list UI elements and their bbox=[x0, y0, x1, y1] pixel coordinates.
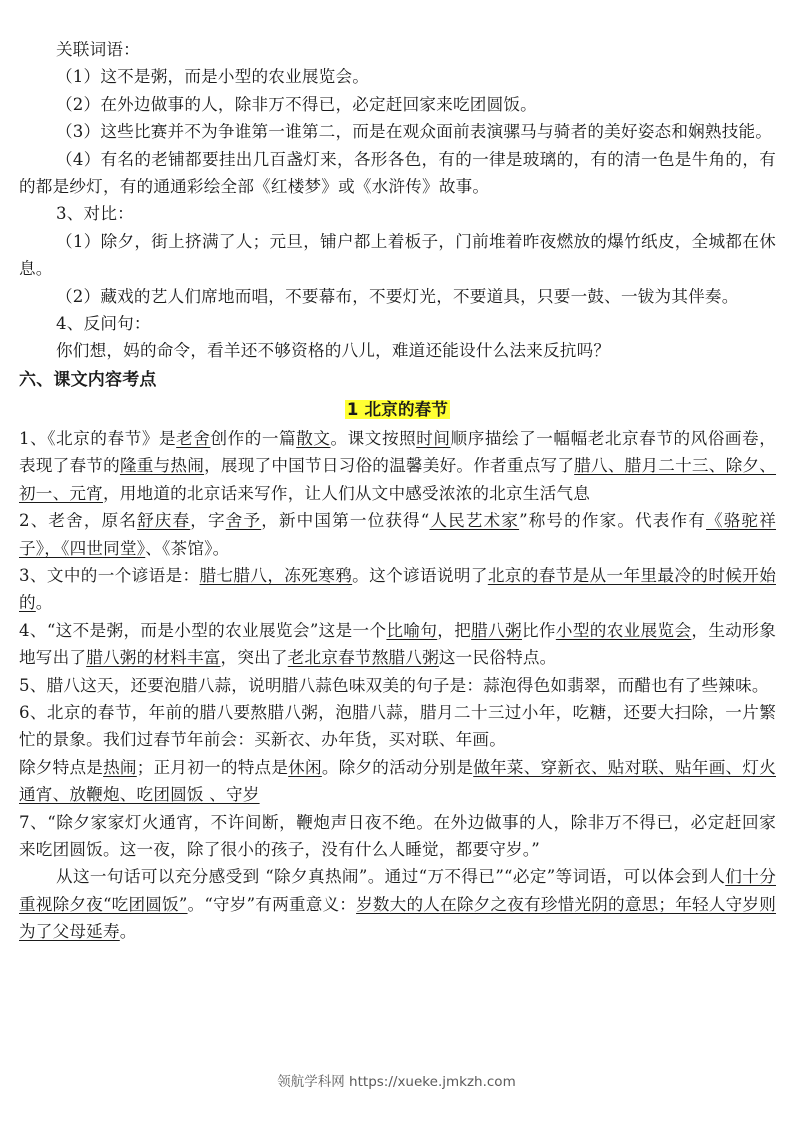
answer: 们十分重视除夕夜“吃团圆饭” bbox=[19, 867, 776, 914]
answer: 腊八、腊月二十三、除夕、初一、元宵 bbox=[19, 456, 777, 503]
text: 3、文中的一个谚语是： bbox=[19, 565, 200, 585]
connective-example-2: （2）在外边做事的人，除非万不得已，必定赶回家来吃团圆饭。 bbox=[56, 94, 537, 114]
answer: 舒庆春 bbox=[137, 511, 191, 531]
point-3 bbox=[19, 562, 776, 617]
answer: 比喻句 bbox=[386, 620, 438, 640]
text: 创作的一篇 bbox=[210, 428, 297, 448]
point-2 bbox=[19, 507, 776, 562]
text: 。“守岁”有两重意义： bbox=[187, 894, 357, 914]
text: 。课文按照 bbox=[330, 428, 417, 448]
rhetorical-label: 4、反问句： bbox=[56, 314, 151, 334]
text: ，把 bbox=[437, 620, 472, 640]
text: 。除夕的活动分别是 bbox=[321, 757, 474, 777]
text: ，展现了中国节日习俗的温馨美好。作者重点写了 bbox=[204, 456, 575, 476]
connective-example-3: （3）这些比赛并不为争谁第一谁第二，而是在观众面前表演骡马与骑者的美好姿态和娴熟技能。 bbox=[56, 122, 773, 142]
point-4 bbox=[19, 617, 776, 672]
answer: 隆重与热闹 bbox=[119, 456, 205, 476]
text: ，新中国第一位获得“ bbox=[261, 511, 430, 531]
text: ，生动形象地写出了 bbox=[19, 620, 776, 668]
rhetorical-example: 你们想，妈的命令，看羊还不够资格的八儿，难道还能设什么法来反抗吗？ bbox=[56, 341, 611, 361]
lesson-title: 1 北京的春节 bbox=[346, 399, 449, 419]
text: 。 bbox=[119, 922, 137, 942]
text: 这一民俗特点。 bbox=[438, 648, 557, 668]
answer: 时间 bbox=[416, 428, 451, 448]
text: ，用地道的北京话来写作，让人们从文中感受浓浓的北京生活气息 bbox=[102, 483, 590, 503]
answer: 热闹 bbox=[103, 757, 137, 777]
contrast-example-1: （1）除夕，街上挤满了人；元旦，铺户都上着板子，门前堆着昨夜燃放的爆竹纸皮，全城都在休息。 bbox=[19, 231, 776, 279]
answer: 腊七腊八，冻死寒鸦 bbox=[199, 565, 353, 585]
answer: 小型的农业展览会 bbox=[555, 620, 692, 640]
contrast-example-2: （2）藏戏的艺人们席地而唱，不要幕布，不要灯光，不要道具，只要一鼓、一钹为其伴奏。 bbox=[56, 286, 739, 306]
text: ；正月初一的特点是 bbox=[136, 757, 289, 777]
point-7-analysis bbox=[19, 863, 776, 945]
answer: 人民艺术家 bbox=[429, 511, 520, 531]
text: ”称号的作家。代表作有 bbox=[519, 511, 707, 531]
text: 比作 bbox=[521, 620, 556, 640]
answer: 腊八粥 bbox=[471, 620, 522, 640]
text: ，突出了 bbox=[220, 648, 288, 668]
text: 顺序描绘了一幅幅老北京春节的风俗画卷，表现了春节的 bbox=[19, 428, 777, 476]
answer: 《骆驼祥子》，《四世同堂》 bbox=[19, 511, 777, 558]
text: 从这一句话可以充分感受到 “除夕真热闹”。通过“万不得已”“必定”等词语，可以体会到人 bbox=[56, 867, 726, 887]
answer: 腊八粥的材料丰富 bbox=[86, 648, 221, 668]
answer: 做年菜、穿新衣、贴对联、贴年画、灯火通宵、放鞭炮、吃团圆饭 、守岁 bbox=[19, 757, 776, 805]
answer: 老舍 bbox=[176, 428, 211, 448]
connective-example-4: （4）有名的老铺都要挂出几百盏灯来，各形各色，有的一律是玻璃的，有的清一色是牛角的，有的都是纱灯，有的通通彩绘全部《红楼梦》或《水浒传》故事。 bbox=[19, 149, 776, 197]
text: ，字 bbox=[190, 511, 226, 531]
point-7-quote: 7、“除夕家家灯火通宵，不许间断，鞭炮声日夜不绝。在外边做事的人，除非万不得已，必定赶回家来吃团圆饭。这一夜，除了很小的孩子，没有什么人睡觉，都要守岁。” bbox=[19, 812, 776, 859]
answer: 岁数大的人在除夕之夜有珍惜光阴的意思；年轻人守岁则为了父母延寿 bbox=[19, 894, 777, 942]
section-title: 六、课文内容考点 bbox=[19, 369, 157, 390]
document-page bbox=[19, 36, 776, 946]
text: 1、《北京的春节》是 bbox=[19, 428, 177, 448]
lesson-title-row bbox=[19, 395, 776, 425]
connective-example-1: （1）这不是粥，而是小型的农业展览会。 bbox=[56, 67, 370, 87]
point-6-features bbox=[19, 754, 776, 809]
point-1 bbox=[19, 425, 776, 507]
answer: 舍予 bbox=[225, 511, 262, 531]
contrast-label: 3、对比： bbox=[56, 204, 134, 224]
answer: 休闲 bbox=[288, 757, 322, 777]
answer: 北京的春节是从一年里最冷的时候开始的 bbox=[19, 565, 776, 613]
text: 4、“这不是粥，而是小型的农业展览会”这是一个 bbox=[19, 620, 387, 640]
connectives-label: 关联词语： bbox=[56, 40, 140, 59]
text: 。这个谚语说明了 bbox=[352, 565, 488, 585]
text: 、《茶馆》。 bbox=[145, 538, 230, 558]
point-6: 6、北京的春节，年前的腊八要熬腊八粥，泡腊八蒜，腊月二十三过小年，吃糖，还要大扫除，一片繁忙的景象。我们过春节年前会：买新衣、办年货，买对联、年画。 bbox=[19, 702, 776, 750]
text: 除夕特点是 bbox=[19, 757, 104, 777]
answer: 老北京春节熬腊八粥 bbox=[287, 648, 439, 668]
text: 。 bbox=[35, 593, 53, 613]
point-5: 5、腊八这天，还要泡腊八蒜，说明腊八蒜色味双美的句子是：蒜泡得色如翡翠，而醋也有了些辣味。 bbox=[19, 675, 769, 695]
text: 2、老舍，原名 bbox=[19, 511, 138, 531]
answer: 散文 bbox=[296, 428, 331, 448]
watermark-footer: 领航学科网 https://xueke.jmkzh.com bbox=[277, 1074, 516, 1090]
